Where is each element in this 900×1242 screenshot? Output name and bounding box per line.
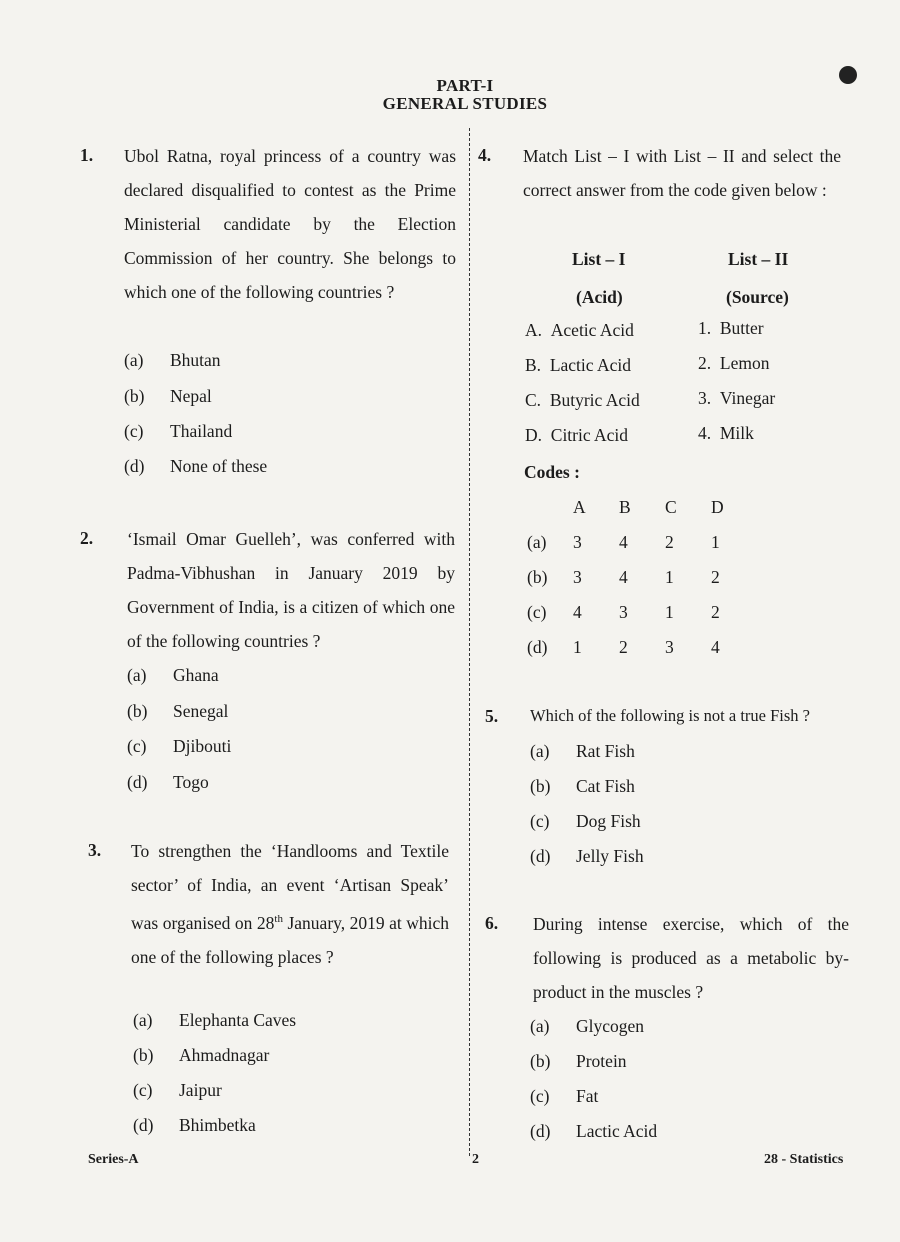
question-number: 3. <box>88 840 102 860</box>
option-a[interactable] <box>530 1016 644 1037</box>
option-label: (d) <box>133 1115 154 1135</box>
list1-item-b <box>525 355 631 376</box>
item-label: A. <box>525 320 543 340</box>
option-a[interactable] <box>127 665 219 686</box>
option-text: Nepal <box>170 386 212 406</box>
option-text: Fat <box>576 1086 599 1106</box>
footer-subject: 28 - Statistics <box>764 1152 844 1167</box>
question-text: Ubol Ratna, royal princess of a country was declared disqualified to contest as the Prime Ministerial candidate by the Election Commission of her country. She belongs to which one of the following countries ? <box>124 146 456 302</box>
option-label: (a) <box>133 1010 153 1030</box>
question-text: Match List – I with List – II and select the correct answer from the code given below : <box>523 146 841 200</box>
question-text: During intense exercise, which of the following is produced as a metabolic by-product in the muscles ? <box>533 914 849 1002</box>
option-label: (c) <box>127 736 147 756</box>
code-value: 1 <box>573 637 582 657</box>
option-d[interactable] <box>124 456 267 477</box>
option-text: None of these <box>170 456 268 476</box>
list2-item-3 <box>698 388 775 409</box>
option-label: (c) <box>133 1080 153 1100</box>
list2-item-2 <box>698 353 769 374</box>
option-b[interactable] <box>127 701 228 722</box>
list2-item-4 <box>698 423 754 444</box>
list1-subheader: (Acid) <box>576 287 623 307</box>
option-label: (d) <box>127 772 148 792</box>
question-text: ‘Ismail Omar Guelleh’, was conferred with Padma-Vibhushan in January 2019 by Government of India, is a citizen of which one of the following countries ? <box>127 529 455 651</box>
section-heading: GENERAL STUDIES <box>382 94 548 113</box>
footer-page-number: 2 <box>472 1152 479 1167</box>
item-label: C. <box>525 390 542 410</box>
option-c[interactable] <box>530 1086 598 1107</box>
option-text: Dog Fish <box>576 811 641 831</box>
option-label: (b) <box>530 1051 551 1071</box>
code-header-c: C <box>665 497 677 517</box>
option-text: Djibouti <box>173 736 232 756</box>
option-label: (b) <box>127 701 148 721</box>
column-divider <box>469 128 470 1156</box>
footer-series: Series-A <box>88 1152 139 1167</box>
option-label: (b) <box>133 1045 154 1065</box>
option-label: (b) <box>530 776 551 796</box>
code-label: (c) <box>527 602 547 622</box>
option-label: (a) <box>530 741 550 761</box>
option-d[interactable] <box>133 1115 256 1136</box>
code-value: 3 <box>573 567 582 587</box>
option-a[interactable] <box>530 741 635 762</box>
item-label: D. <box>525 425 543 445</box>
option-text: Bhimbetka <box>179 1115 256 1135</box>
code-value: 4 <box>619 567 628 587</box>
question-text: Which of the following is not a true Fish ? <box>530 706 810 725</box>
question-text <box>131 834 449 974</box>
option-text: Bhutan <box>170 350 221 370</box>
option-text: Ahmadnagar <box>179 1045 270 1065</box>
item-text: Vinegar <box>719 388 776 408</box>
option-label: (c) <box>530 1086 550 1106</box>
code-value: 2 <box>619 637 628 657</box>
item-label: 2. <box>698 353 712 373</box>
option-label: (b) <box>124 386 145 406</box>
item-text: Citric Acid <box>550 425 629 445</box>
option-text: Senegal <box>173 701 229 721</box>
item-text: Butyric Acid <box>549 390 640 410</box>
option-d[interactable] <box>530 846 644 867</box>
question-number: 4. <box>478 145 492 165</box>
option-text: Rat Fish <box>576 741 635 761</box>
list1-item-c <box>525 390 640 411</box>
list1-item-d <box>525 425 628 446</box>
list2-subheader: (Source) <box>726 287 789 307</box>
option-c[interactable] <box>127 736 231 757</box>
code-value: 1 <box>665 602 674 622</box>
option-label: (a) <box>127 665 147 685</box>
question-number: 6. <box>485 913 499 933</box>
option-text: Cat Fish <box>576 776 635 796</box>
item-label: 3. <box>698 388 712 408</box>
option-label: (d) <box>530 1121 551 1141</box>
question-number: 5. <box>485 706 499 726</box>
code-value: 4 <box>619 532 628 552</box>
code-label: (b) <box>527 567 548 587</box>
option-text: Jaipur <box>179 1080 222 1100</box>
code-value: 1 <box>711 532 720 552</box>
option-b[interactable] <box>124 386 212 407</box>
ordinal-suffix: th <box>274 913 283 925</box>
code-value: 3 <box>573 532 582 552</box>
question-number: 1. <box>80 145 94 165</box>
item-text: Acetic Acid <box>550 320 634 340</box>
question-text-end: January, 2019 at which one of the following places ? <box>131 912 450 967</box>
code-value: 1 <box>665 567 674 587</box>
punch-hole-mark <box>839 66 857 84</box>
option-label: (c) <box>530 811 550 831</box>
list1-header: List – I <box>572 249 626 269</box>
code-label: (d) <box>527 637 548 657</box>
list2-item-1 <box>698 318 764 339</box>
item-text: Lemon <box>719 353 770 373</box>
option-text: Protein <box>576 1051 627 1071</box>
code-value: 4 <box>573 602 582 622</box>
code-value: 3 <box>665 637 674 657</box>
item-text: Milk <box>719 423 754 443</box>
code-header-d: D <box>711 497 724 517</box>
option-b[interactable] <box>530 1051 627 1072</box>
item-label: 4. <box>698 423 712 443</box>
option-label: (c) <box>124 421 144 441</box>
question-number: 2. <box>80 528 94 548</box>
option-text: Glycogen <box>576 1016 645 1036</box>
option-b[interactable] <box>530 776 635 797</box>
option-text: Ghana <box>173 665 219 685</box>
option-text: Jelly Fish <box>576 846 644 866</box>
option-c[interactable] <box>530 811 641 832</box>
option-c[interactable] <box>133 1080 222 1101</box>
code-label: (a) <box>527 532 547 552</box>
code-value: 4 <box>711 637 720 657</box>
option-a[interactable] <box>133 1010 296 1031</box>
option-d[interactable] <box>530 1121 657 1142</box>
option-c[interactable] <box>124 421 232 442</box>
list2-header: List – II <box>728 249 789 269</box>
question-text-main: To strengthen the ‘Handlooms and Textile sector’ of India, an event ‘Artisan Speak’ was organised on 28 <box>131 841 449 933</box>
item-text: Lactic Acid <box>549 355 631 375</box>
option-a[interactable] <box>124 350 221 371</box>
list1-item-a <box>525 320 634 341</box>
code-header-b: B <box>619 497 631 517</box>
option-text: Elephanta Caves <box>179 1010 297 1030</box>
part-heading: PART-I <box>436 76 494 95</box>
code-value: 2 <box>665 532 674 552</box>
item-text: Butter <box>719 318 764 338</box>
item-label: B. <box>525 355 542 375</box>
item-label: 1. <box>698 318 712 338</box>
codes-label: Codes : <box>524 462 580 482</box>
option-b[interactable] <box>133 1045 269 1066</box>
code-header-a: A <box>573 497 586 517</box>
option-text: Togo <box>173 772 209 792</box>
option-text: Lactic Acid <box>576 1121 658 1141</box>
option-label: (a) <box>124 350 144 370</box>
code-value: 3 <box>619 602 628 622</box>
code-value: 2 <box>711 602 720 622</box>
option-text: Thailand <box>170 421 233 441</box>
option-label: (d) <box>124 456 145 476</box>
option-label: (d) <box>530 846 551 866</box>
code-value: 2 <box>711 567 720 587</box>
option-d[interactable] <box>127 772 209 793</box>
option-label: (a) <box>530 1016 550 1036</box>
